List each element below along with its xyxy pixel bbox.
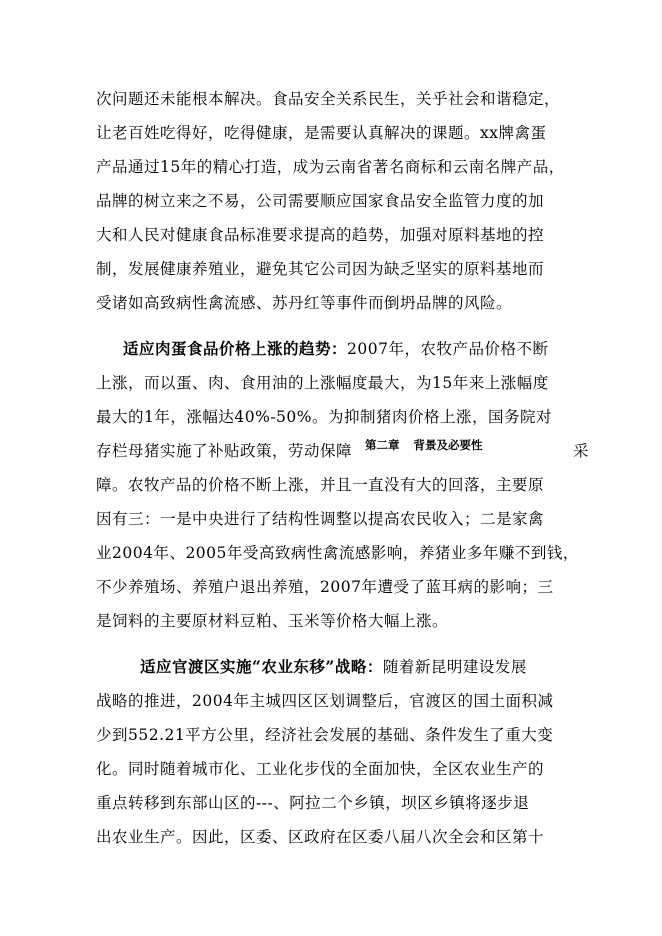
text-line: 产品通过15年的精心打造，成为云南省著名商标和云南名牌产品， <box>96 158 565 176</box>
text-line: 障。农牧产品的价格不断上涨，并且一直没有大的回落，主要原 <box>96 476 545 494</box>
text-line: 业2004年、2005年受高致病性禽流感影响，养猪业多年赚不到钱， <box>96 544 579 562</box>
text-line: 次问题还未能根本解决。食品安全关系民生，关乎社会和谐稳定， <box>96 90 561 108</box>
text-line: 化。同时随着城市化、工业化步伐的全面加快，全区农业生产的 <box>96 760 545 778</box>
text-line-tail: 采 <box>573 442 590 460</box>
text-line: 受诸如高致病性禽流感、苏丹红等事件而倒坍品牌的风险。 <box>96 294 513 312</box>
text-line: 出农业生产。因此，区委、区政府在区委八届八次全会和区第十 <box>96 828 545 846</box>
text-line: 少到552.21平方公里，经济社会发展的基础、条件发生了重大变 <box>96 726 554 744</box>
text-line: 上涨，而以蛋、肉、食用油的上涨幅度最大，为15年来上涨幅度 <box>96 374 549 392</box>
text-line: 制，发展健康养殖业，避免其它公司因为缺乏坚实的原料基地而 <box>96 260 545 278</box>
paragraph-first-line <box>123 339 548 359</box>
chapter-header-overlay <box>362 437 486 453</box>
paragraph-first-line <box>140 657 527 677</box>
chapter-title: 背景及必要性 <box>413 438 483 452</box>
text-line: 是饲料的主要原材料豆粕、玉米等价格大幅上涨。 <box>96 612 449 630</box>
text-line: 大和人民对健康食品标准要求提高的趋势，加强对原料基地的控 <box>96 226 545 244</box>
chapter-label: 第二章 <box>365 438 400 452</box>
text-line: 存栏母猪实施了补贴政策，劳动保障 <box>96 442 353 460</box>
text-line: 重点转移到东部山区的---、阿拉二个乡镇，坝区乡镇将逐步退 <box>96 794 530 812</box>
text-span: 2007年，农牧产品价格不断 <box>347 340 549 358</box>
text-line: 让老百姓吃得好，吃得健康，是需要认真解决的课题。xx牌禽蛋 <box>96 124 547 142</box>
text-line: 战略的推进，2004年主城四区区划调整后，官渡区的国土面积减 <box>96 692 554 710</box>
text-line: 最大的1年，涨幅达40%-50%。为抑制猪肉价格上涨，国务院对 <box>96 408 553 426</box>
text-line: 因有三：一是中央进行了结构性调整以提高农民收入；二是家禽 <box>96 510 545 528</box>
text-line: 品牌的树立来之不易，公司需要顺应国家食品安全监管力度的加 <box>96 192 545 210</box>
text-line: 不少养殖场、养殖户退出养殖，2007年遭受了蓝耳病的影响；三 <box>96 578 554 596</box>
paragraph-heading: 适应官渡区实施“农业东移”战略： <box>140 657 383 676</box>
paragraph-heading: 适应肉蛋食品价格上涨的趋势： <box>123 339 348 358</box>
text-span: 随着新昆明建设发展 <box>382 658 527 676</box>
